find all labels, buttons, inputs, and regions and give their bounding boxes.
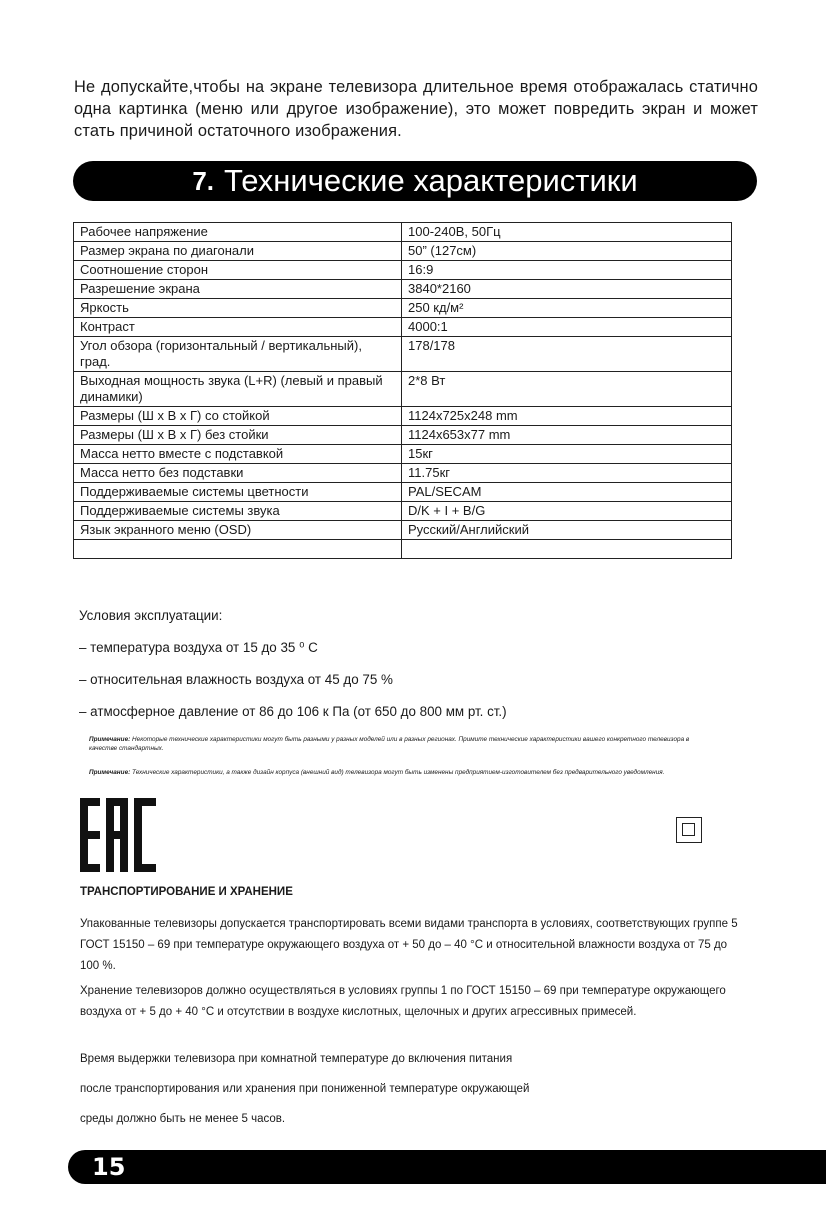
spec-row bbox=[74, 280, 732, 299]
spec-label: Выходная мощность звука (L+R) (левый и правый динамики) bbox=[74, 372, 402, 407]
spec-label: Поддерживаемые системы цветности bbox=[74, 483, 402, 502]
specs-table bbox=[73, 222, 732, 559]
spec-value: 178/178 bbox=[402, 337, 732, 372]
double-insulation-icon bbox=[676, 817, 702, 843]
spec-label: Яркость bbox=[74, 299, 402, 318]
spec-label: Масса нетто вместе с подставкой bbox=[74, 445, 402, 464]
storage-paragraph: Хранение телевизоров должно осуществляться в условиях группы 1 по ГОСТ 15150 – 69 при температуре окружающего воздуха от + 5 до + 40 °С и отсутствии в воздухе кислотных, щелочных и других агрессивных примесей. bbox=[80, 985, 726, 1018]
spec-label: Размеры (Ш х В х Г) без стойки bbox=[74, 426, 402, 445]
note-label: Примечание: bbox=[89, 736, 131, 743]
eac-logo-icon bbox=[80, 798, 158, 872]
spec-label: Размеры (Ш х В х Г) со стойкой bbox=[74, 407, 402, 426]
conditions-title: Условия эксплуатации: bbox=[79, 608, 223, 623]
footer-bar bbox=[68, 1150, 826, 1184]
spec-value: 16:9 bbox=[402, 261, 732, 280]
spec-label bbox=[74, 540, 402, 559]
spec-row bbox=[74, 445, 732, 464]
spec-value: 4000:1 bbox=[402, 318, 732, 337]
spec-row bbox=[74, 242, 732, 261]
spec-row bbox=[74, 426, 732, 445]
spec-row bbox=[74, 299, 732, 318]
spec-value bbox=[402, 540, 732, 559]
section-number: 7. bbox=[192, 165, 215, 196]
transport-heading: ТРАНСПОРТИРОВАНИЕ И ХРАНЕНИЕ bbox=[80, 886, 293, 898]
spec-value: Русский/Английский bbox=[402, 521, 732, 540]
note-text: Технические характеристики, а также дизайн корпуса (внешний вид) телевизора могут быть изменены предприятием-изготовителем без предварительного уведомления. bbox=[130, 769, 665, 776]
spec-row bbox=[74, 318, 732, 337]
spec-label: Поддерживаемые системы звука bbox=[74, 502, 402, 521]
spec-value: 11.75кг bbox=[402, 464, 732, 483]
spec-label: Разрешение экрана bbox=[74, 280, 402, 299]
spec-row bbox=[74, 483, 732, 502]
spec-value: 250 кд/м² bbox=[402, 299, 732, 318]
spec-row bbox=[74, 372, 732, 407]
spec-label: Контраст bbox=[74, 318, 402, 337]
spec-value: 15кг bbox=[402, 445, 732, 464]
spec-label: Рабочее напряжение bbox=[74, 223, 402, 242]
spec-label: Угол обзора (горизонтальный / вертикальный), град. bbox=[74, 337, 402, 372]
warning-text: Не допускайте,чтобы на экране телевизора длительное время отображалась статично одна картинка (меню или другое изображение), это может повредить экран и может стать причиной остаточного изображения. bbox=[74, 78, 758, 140]
condition-item: – температура воздуха от 15 до 35 ⁰ С bbox=[79, 640, 318, 655]
note-1 bbox=[89, 735, 709, 753]
transport-paragraph: Упакованные телевизоры допускается транспортировать всеми видами транспорта в условиях, соответствующих группе 5 ГОСТ 15150 – 69 при температуре окружающего воздуха от + 50 до – 40 °С и относительной влажности воздуха от 75 до 100 %. bbox=[80, 918, 738, 972]
spec-label: Масса нетто без подставки bbox=[74, 464, 402, 483]
spec-row bbox=[74, 521, 732, 540]
spec-label: Язык экранного меню (OSD) bbox=[74, 521, 402, 540]
spec-value: 100-240В, 50Гц bbox=[402, 223, 732, 242]
spec-row bbox=[74, 223, 732, 242]
section-title: Технические характеристики bbox=[224, 163, 638, 198]
spec-value: 1124x725x248 mm bbox=[402, 407, 732, 426]
spec-row bbox=[74, 464, 732, 483]
spec-value: 1124x653x77 mm bbox=[402, 426, 732, 445]
spec-value: 3840*2160 bbox=[402, 280, 732, 299]
condition-item: – относительная влажность воздуха от 45 до 75 % bbox=[79, 672, 393, 687]
time-paragraph-line: Время выдержки телевизора при комнатной температуре до включения питания bbox=[80, 1053, 513, 1065]
spec-label: Соотношение сторон bbox=[74, 261, 402, 280]
spec-row bbox=[74, 261, 732, 280]
spec-row bbox=[74, 337, 732, 372]
spec-row bbox=[74, 407, 732, 426]
spec-row bbox=[74, 540, 732, 559]
spec-value: PAL/SECAM bbox=[402, 483, 732, 502]
time-paragraph-line: после транспортирования или хранения при пониженной температуре окружающей bbox=[80, 1083, 530, 1095]
spec-value: 50” (127см) bbox=[402, 242, 732, 261]
spec-row bbox=[74, 502, 732, 521]
section-heading bbox=[73, 161, 757, 201]
note-label: Примечание: bbox=[89, 769, 131, 776]
note-2 bbox=[89, 768, 709, 777]
spec-value: 2*8 Вт bbox=[402, 372, 732, 407]
condition-item: – атмосферное давление от 86 до 106 к Па (от 650 до 800 мм рт. ст.) bbox=[79, 704, 507, 719]
time-paragraph-line: среды должно быть не менее 5 часов. bbox=[80, 1113, 286, 1125]
page-number: 15 bbox=[92, 1153, 126, 1181]
spec-value: D/K + I + B/G bbox=[402, 502, 732, 521]
note-text: Некоторые технические характеристики могут быть разными у разных моделей или в разных регионах. Примите технические характеристики вашего конкретного телевизора в качестве стандартных. bbox=[89, 736, 690, 752]
spec-label: Размер экрана по диагонали bbox=[74, 242, 402, 261]
